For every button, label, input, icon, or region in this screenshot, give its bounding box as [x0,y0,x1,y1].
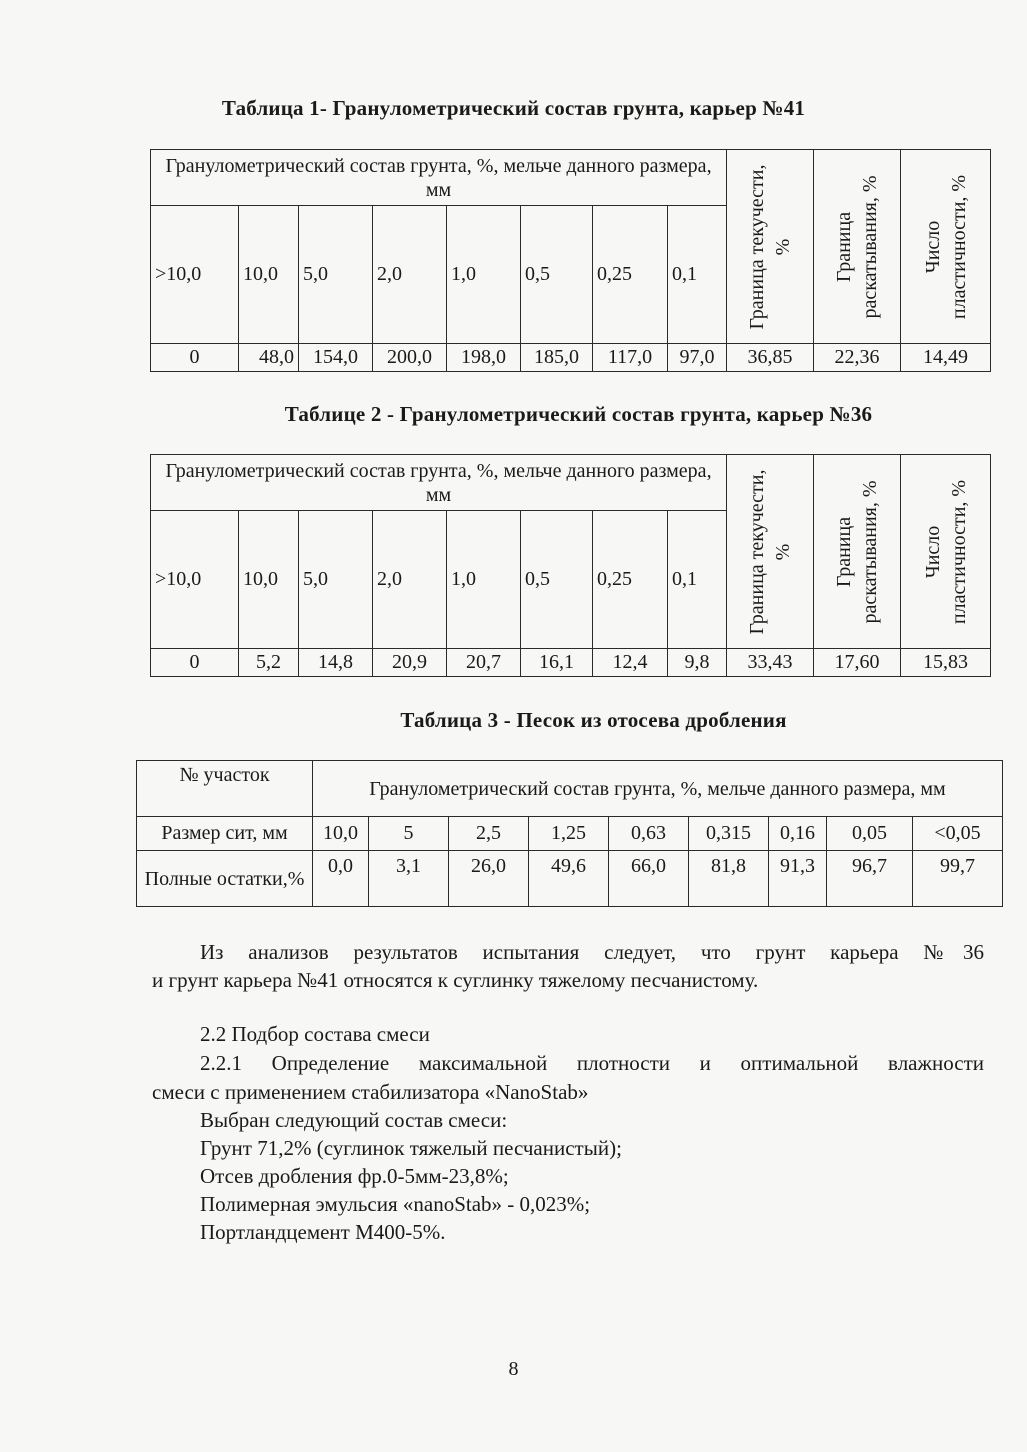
table2-value: 16,1 [521,649,593,677]
mix-intro: Выбран следующий состав смеси: [200,1108,508,1132]
table1-value: 117,0 [593,344,668,372]
table1-size: >10,0 [151,206,239,344]
table2-size: 0,1 [668,511,727,649]
table1-size: 0,5 [521,206,593,344]
table1-size: 0,25 [593,206,668,344]
table3-residue: 0,0 [313,851,369,907]
table3-residue: 99,7 [913,851,1003,907]
table1-header-plasticity-index: Число пластичности, % [901,150,991,344]
table3-row1-label: Размер сит, мм [137,817,313,851]
table1-value: 185,0 [521,344,593,372]
table3-sieve-size: 1,25 [529,817,609,851]
table3-sieve-size: 0,05 [827,817,913,851]
table1-value: 48,0 [239,344,299,372]
table3-sieve-size: 5 [369,817,449,851]
table2-header-plasticity-index: Число пластичности, % [901,455,991,649]
table1-value: 14,49 [901,344,991,372]
table1-size: 10,0 [239,206,299,344]
table3-caption: Таблица 3 - Песок из отосева дробления [400,708,787,732]
conclusion-line-1: Из анализов результатов испытания следует, что грунт карьера №36 [200,940,984,964]
table3-sieve-size: <0,05 [913,817,1003,851]
table3-row2-label: Полные остатки,% [137,851,313,907]
table2-value: 14,8 [299,649,373,677]
table1-value: 97,0 [668,344,727,372]
table2-value: 20,7 [447,649,521,677]
table2-size: 10,0 [239,511,299,649]
table1-group-header: Гранулометрический состав грунта, %, мельче данного размера, мм [151,150,727,206]
table2-size: 5,0 [299,511,373,649]
table1-caption: Таблица 1- Гранулометрический состав грунта, карьер №41 [221,96,806,120]
table2-value: 9,8 [668,649,727,677]
table1-size: 0,1 [668,206,727,344]
table2-size: >10,0 [151,511,239,649]
table2-value: 20,9 [373,649,447,677]
table3-residue: 49,6 [529,851,609,907]
conclusion-line-2: и грунт карьера №41 относятся к суглинку тяжелому песчанистому. [152,968,759,992]
table3-residue: 96,7 [827,851,913,907]
table3-sieve-size: 10,0 [313,817,369,851]
table3 [136,760,1003,907]
table2-size: 1,0 [447,511,521,649]
table2-value: 5,2 [239,649,299,677]
table2-value: 12,4 [593,649,668,677]
table2-value: 17,60 [814,649,901,677]
table2-size: 0,5 [521,511,593,649]
section-2-2-1-line-1: 2.2.1 Определение максимальной плотности и оптимальной влажности [200,1051,984,1075]
table1-size: 1,0 [447,206,521,344]
table1-value: 200,0 [373,344,447,372]
table1-size: 5,0 [299,206,373,344]
table3-residue: 81,8 [689,851,769,907]
table1-value: 0 [151,344,239,372]
table3-residue: 91,3 [769,851,827,907]
table3-sieve-size: 0,16 [769,817,827,851]
table1-value: 154,0 [299,344,373,372]
table2-size: 2,0 [373,511,447,649]
table2-value: 15,83 [901,649,991,677]
table3-sieve-size: 2,5 [449,817,529,851]
table3-sieve-size: 0,63 [609,817,689,851]
table3-sieve-size: 0,315 [689,817,769,851]
table1-size: 2,0 [373,206,447,344]
table2-value: 0 [151,649,239,677]
section-2-2-1-line-2: смеси с применением стабилизатора «NanoStab» [152,1080,589,1104]
table1-header-plastic-limit: Граница раскатывания, % [814,150,901,344]
table1 [150,149,991,372]
table2-header-liquid-limit: Граница текучести, % [727,455,814,649]
table1-header-liquid-limit: Граница текучести, % [727,150,814,344]
table2 [150,454,991,677]
table2-value: 33,43 [727,649,814,677]
table3-residue: 26,0 [449,851,529,907]
table2-group-header: Гранулометрический состав грунта, %, мельче данного размера, мм [151,455,727,511]
table3-corner-header: № участок [137,761,313,817]
table1-value: 36,85 [727,344,814,372]
table1-value: 198,0 [447,344,521,372]
mix-item: Отсев дробления фр.0-5мм-23,8%; [200,1164,509,1188]
table3-residue: 3,1 [369,851,449,907]
mix-item: Грунт 71,2% (суглинок тяжелый песчанистый); [200,1136,622,1160]
table2-size: 0,25 [593,511,668,649]
table2-caption: Таблице 2 - Гранулометрический состав грунта, карьер №36 [284,402,873,426]
section-heading-2-2: 2.2 Подбор состава смеси [200,1022,430,1046]
mix-item: Полимерная эмульсия «nanoStab» - 0,023%; [200,1192,591,1216]
table3-group-header: Гранулометрический состав грунта, %, мельче данного размера, мм [313,761,1003,817]
table1-value: 22,36 [814,344,901,372]
table2-header-plastic-limit: Граница раскатывания, % [814,455,901,649]
table3-residue: 66,0 [609,851,689,907]
mix-item: Портландцемент М400-5%. [200,1220,446,1244]
page-number: 8 [508,1358,519,1380]
